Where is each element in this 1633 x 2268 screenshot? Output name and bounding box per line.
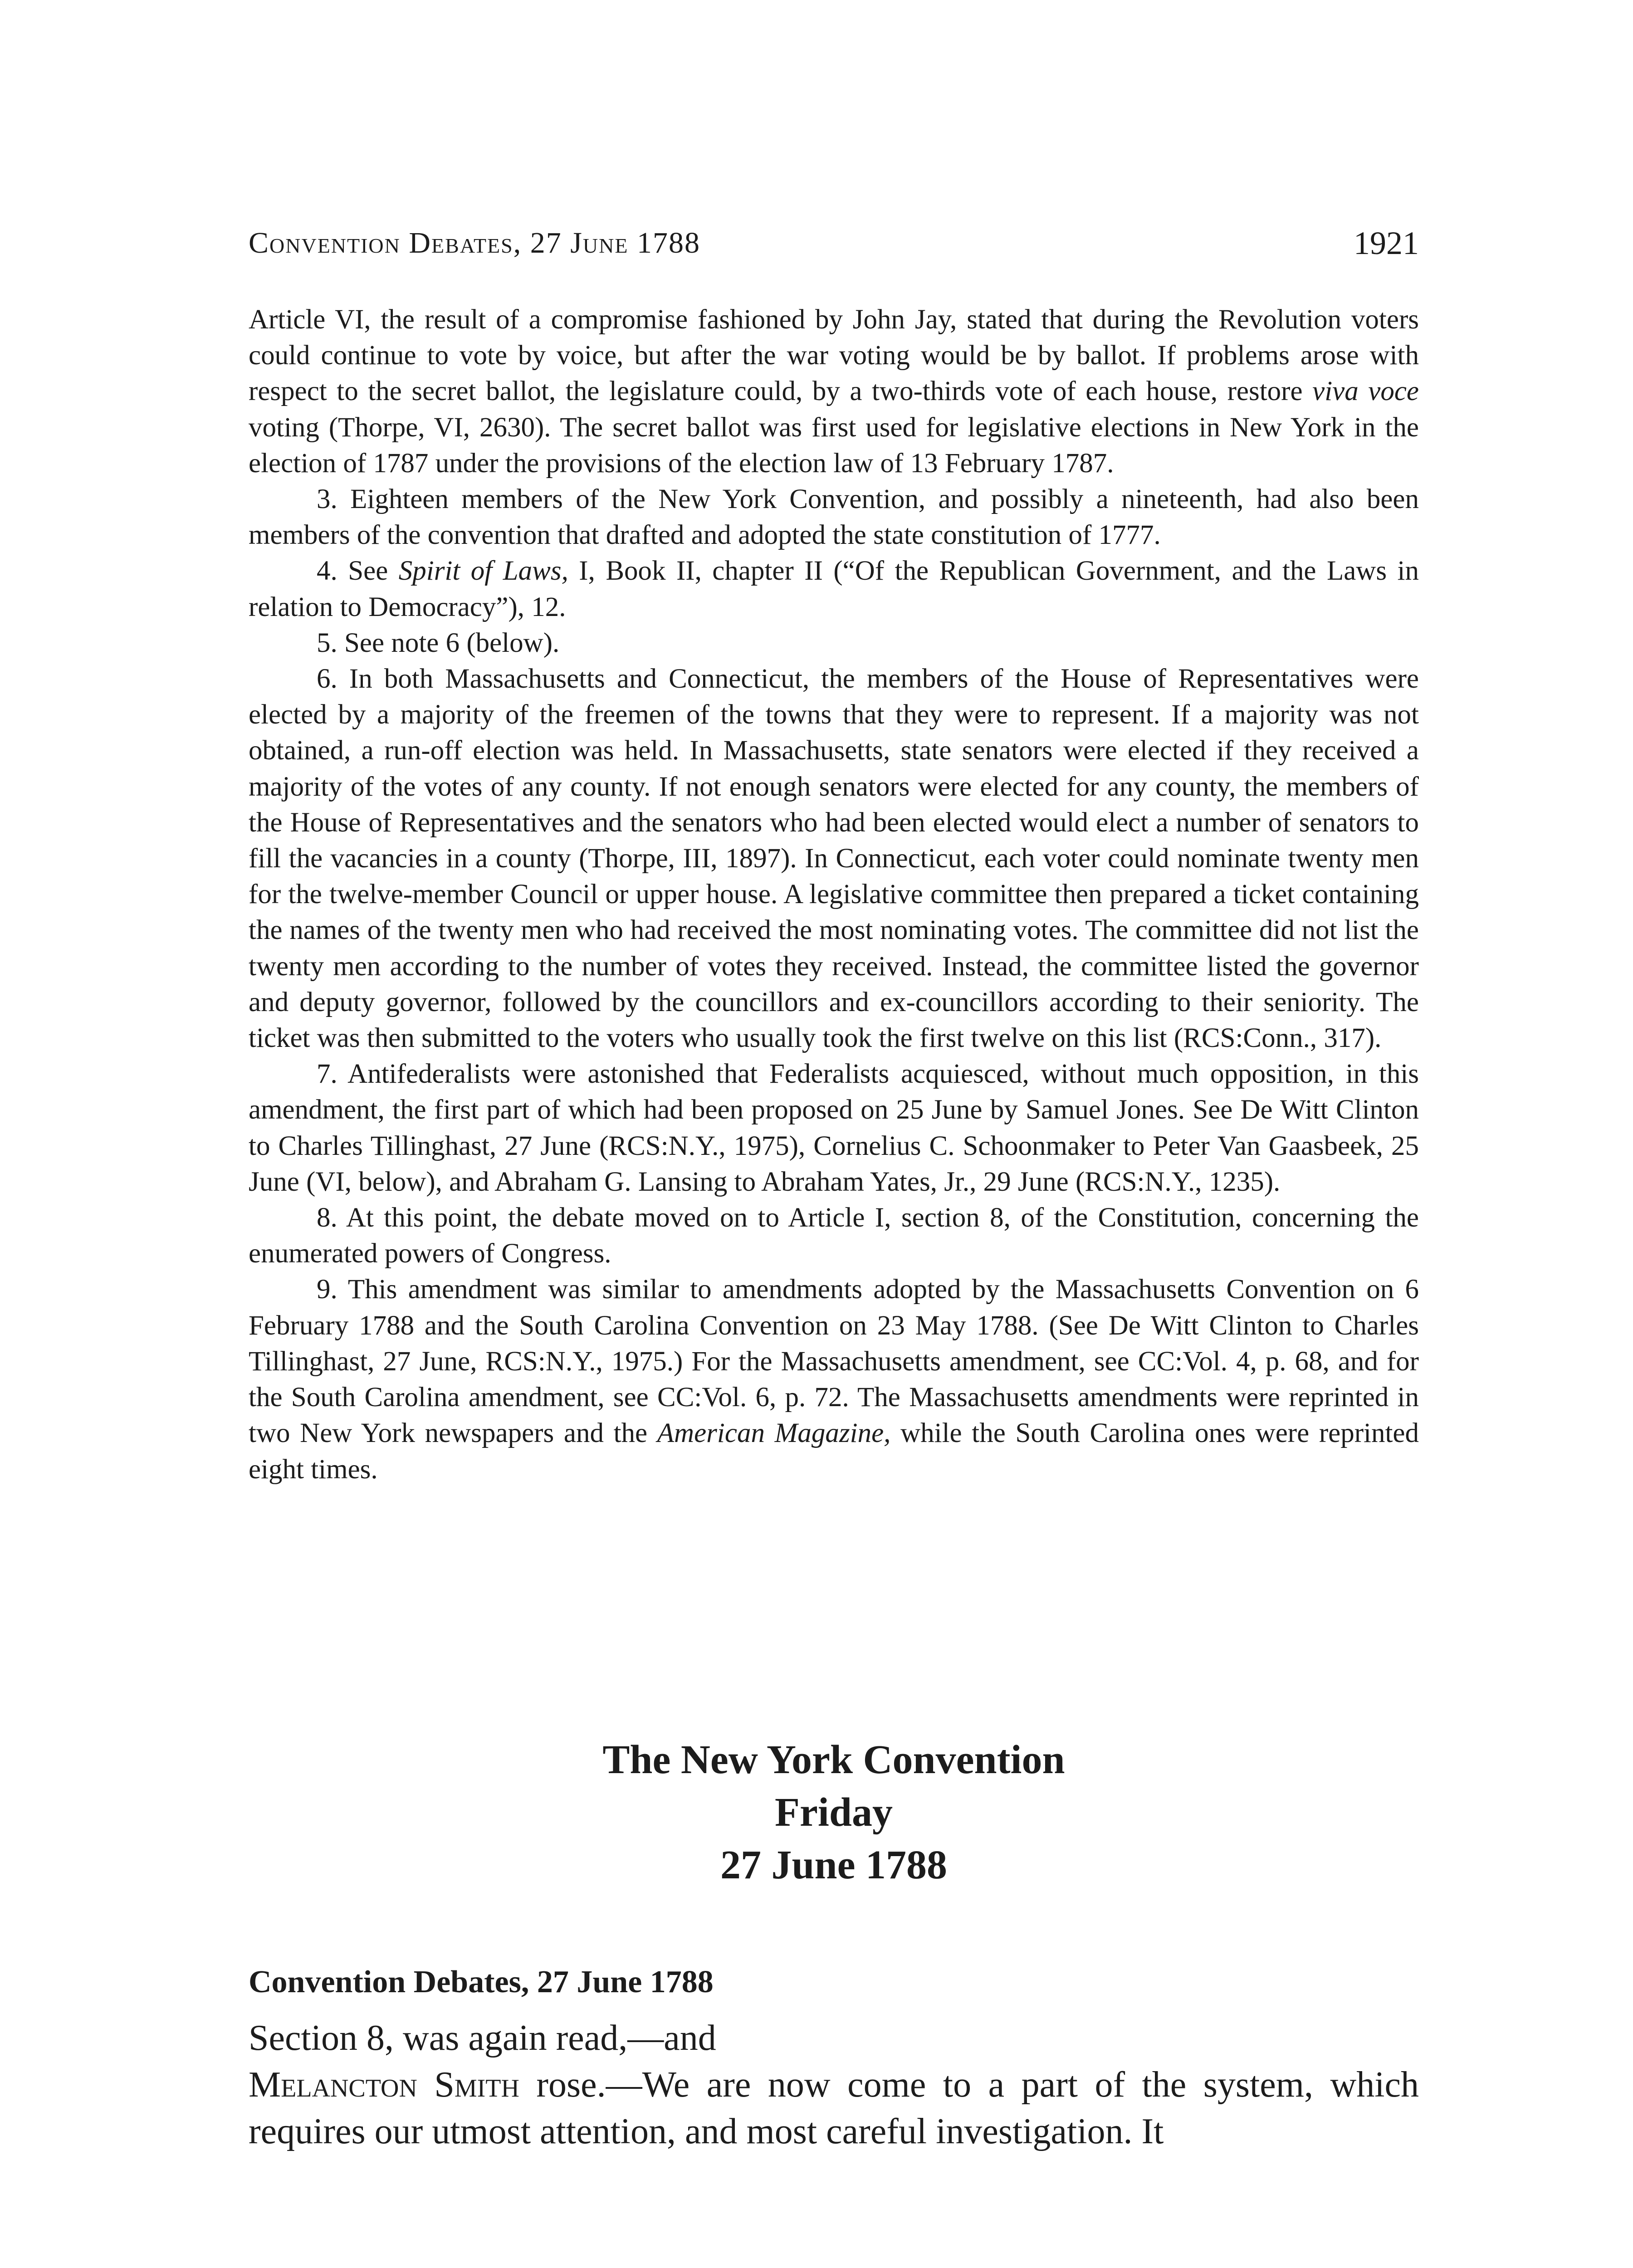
debate-text (249, 2015, 1419, 2155)
debate-paragraph-1: Section 8, was again read,—and (249, 2018, 716, 2058)
note-3: 3. Eighteen members of the New York Convention, and possibly a nineteenth, had also been members of the convention that drafted and adopted the state constitution of 1777. (249, 484, 1419, 551)
day-heading (249, 1734, 1419, 1892)
speaker-name: Melancton Smith (249, 2065, 519, 2105)
note-5: 5. See note 6 (below). (317, 627, 560, 658)
running-title: Convention Debates, 27 June 1788 (249, 226, 700, 259)
note-2-continued: Article VI, the result of a compromise fashioned by John Jay, stated that during the Revolution voters could continue to vote by voice, but after the war voting would be by ballot. If problems arose with respect to the secret ballot, the legislature could, by a two-thirds vote of each house, restore viva voce voting (Thorpe, VI, 2630). The secret ballot was first used for legislative elections in New York in the election of 1787 under the provisions of the election law of 13 February 1787. (249, 304, 1419, 479)
note-7: 7. Antifederalists were astonished that Federalists acquiesced, without much opposition, in this amendment, the first part of which had been proposed on 25 June by Samuel Jones. See De Witt Clinton to Charles Tillinghast, 27 June (RCS:N.Y., 1975), Cornelius C. Schoonmaker to Peter Van Gaasbeek, 25 June (VI, below), and Abraham G. Lansing to Abraham Yates, Jr., 29 June (RCS:N.Y., 1235). (249, 1059, 1419, 1197)
note-6: 6. In both Massachusetts and Connecticut, the members of the House of Representatives were elected by a majority of the freemen of the towns that they were to represent. If a majority was not obtained, a run-off election was held. In Massachusetts, state senators were elected if they received a majority of the votes of any county. If not enough senators were elected for any county, the members of the House of Representatives and the senators who had been elected would elect a number of senators to fill the vacancies in a county (Thorpe, III, 1897). In Connecticut, each voter could nominate twenty men for the twelve-member Council or upper house. A legislative committee then prepared a ticket containing the names of the twenty men who had received the most nominating votes. The committee did not list the twenty men according to the number of votes they received. Instead, the committee listed the governor and deputy governor, followed by the councillors and ex-councillors according to their seniority. The ticket was then submitted to the voters who usually took the first twelve on this list (RCS:Conn., 317). (249, 664, 1419, 1054)
note-8: 8. At this point, the debate moved on to Article I, section 8, of the Constitution, concerning the enumerated powers of Congress. (249, 1202, 1419, 1269)
debate-paragraph-2: Melancton Smith rose.—We are now come to a part of the system, which requires our utmost attention, and most careful investigation. It (249, 2065, 1419, 2151)
footnotes (249, 302, 1419, 1487)
page-number: 1921 (1354, 225, 1419, 261)
section-heading: Convention Debates, 27 June 1788 (249, 1965, 714, 1999)
note-4: 4. See Spirit of Laws, I, Book II, chapter II (“Of the Republican Government, and the Laws in relation to Democracy”), 12. (249, 556, 1419, 622)
day-heading-date: 27 June 1788 (720, 1843, 948, 1887)
note-9: 9. This amendment was similar to amendments adopted by the Massachusetts Convention on 6 February 1788 and the South Carolina Convention on 23 May 1788. (See De Witt Clinton to Charles Tillinghast, 27 June, RCS:N.Y., 1975.) For the Massachusetts amendment, see CC:Vol. 4, p. 68, and for the South Carolina amendment, see CC:Vol. 6, p. 72. The Massachusetts amendments were reprinted in two New York newspapers and the American Magazine, while the South Carolina ones were reprinted eight times. (249, 1274, 1419, 1485)
day-heading-weekday: Friday (775, 1790, 893, 1835)
running-head (249, 220, 1419, 270)
day-heading-convention: The New York Convention (602, 1737, 1065, 1782)
